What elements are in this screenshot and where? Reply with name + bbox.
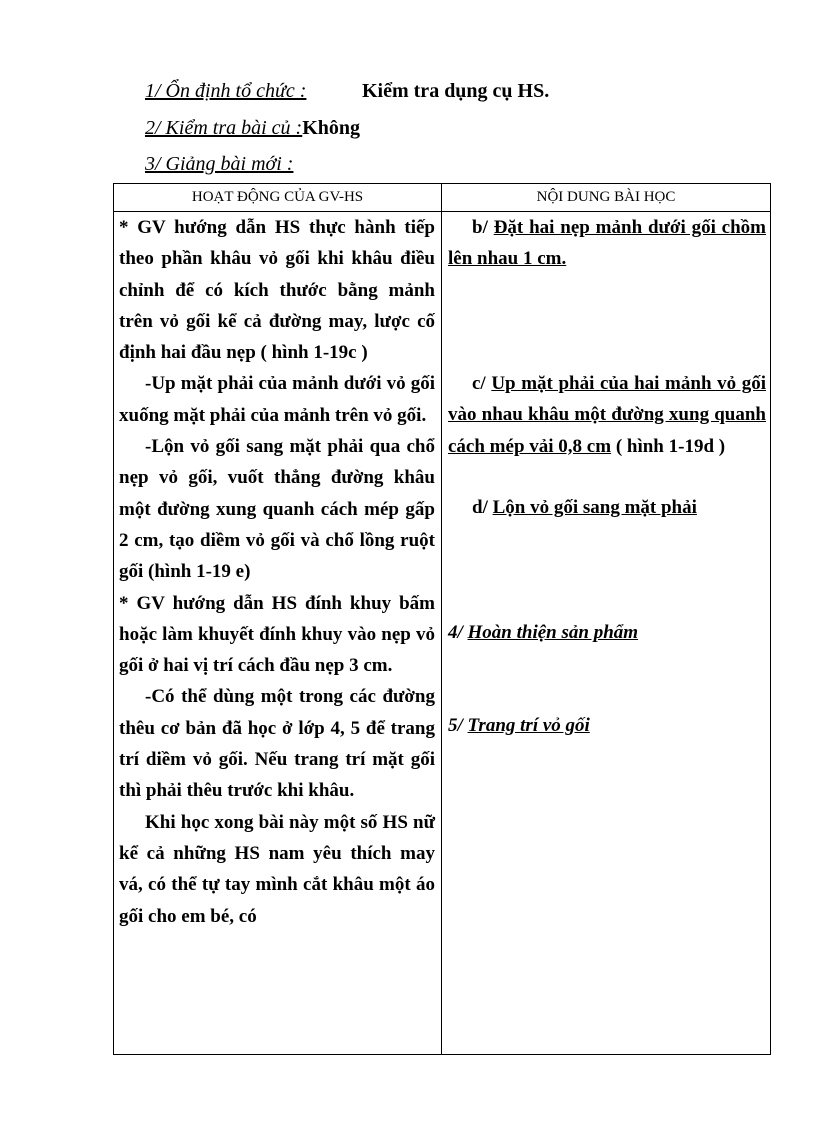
activity-paragraph: -Lộn vỏ gối sang mặt phải qua chổ nẹp vỏ gối, vuốt thẳng đường khâu một đường xung quanh cách mép gấp 2 cm, tạo diềm vỏ gối và chổ lồng ruột gối (hình 1-19 e) xyxy=(119,436,435,583)
activity-paragraph: * GV hướng dẫn HS thực hành tiếp theo phần khâu vỏ gối khi khâu điều chỉnh để có kích thước bằng mảnh trên vỏ gối kể cả đường may, lược cố định hai đầu nẹp ( hình 1-19c ) xyxy=(119,217,435,364)
content-item-d xyxy=(448,492,766,523)
activities-cell xyxy=(114,212,442,1055)
item-c-prefix: c/ xyxy=(472,373,486,394)
item-c-suffix: ( hình 1-19d ) xyxy=(615,435,726,457)
section-3-heading xyxy=(145,153,293,176)
section-4-text: Hoàn thiện sản phẩm xyxy=(467,622,639,643)
lesson-table xyxy=(113,183,771,1055)
section-2-label: 2/ Kiểm tra bài củ : xyxy=(145,117,303,139)
section-2-heading xyxy=(145,117,360,140)
content-cell xyxy=(442,212,771,1055)
content-section-4 xyxy=(448,617,766,648)
item-d-text: Lộn vỏ gối sang mặt phải xyxy=(492,497,697,518)
section-5-text: Trang trí vỏ gối xyxy=(467,715,590,736)
section-1-text: Kiểm tra dụng cụ HS. xyxy=(362,80,550,102)
activity-paragraph: -Có thể dùng một trong các đường thêu cơ bản đã học ở lớp 4, 5 để trang trí diềm vỏ gối. Nếu trang trí mặt gối thì phải thêu trước khi khâu. xyxy=(119,686,435,802)
activity-paragraph: -Up mặt phải của mảnh dưới vỏ gối xuống mặt phải của mảnh trên vỏ gối. xyxy=(119,373,435,426)
item-c-text: Up mặt phải của hai mảnh vỏ gối vào nhau khâu một đường xung quanh cách mép vải 0,8 cm xyxy=(448,373,766,457)
activity-paragraph: * GV hướng dẫn HS đính khuy bấm hoặc làm khuyết đính khuy vào nẹp vỏ gối ở hai vị trí cách đầu nẹp 3 cm. xyxy=(119,592,435,677)
table-body-row xyxy=(114,212,771,1055)
item-b-prefix: b/ xyxy=(472,217,488,238)
table-header-row xyxy=(114,184,771,212)
item-d-prefix: d/ xyxy=(472,497,488,518)
item-b-text: Đặt hai nẹp mảnh dưới gối chồm lên nhau 1 cm. xyxy=(448,217,767,270)
section-3-label: 3/ Giảng bài mới : xyxy=(145,153,294,175)
section-5-prefix: 5/ xyxy=(448,715,463,736)
content-item-b xyxy=(448,212,766,275)
col-header-activities: HOẠT ĐỘNG CỦA GV-HS xyxy=(114,184,442,212)
content-item-c xyxy=(448,368,766,462)
col-header-content: NỘI DUNG BÀI HỌC xyxy=(442,184,771,212)
section-4-prefix: 4/ xyxy=(448,622,463,643)
section-2-text: Không xyxy=(302,117,361,139)
content-section-5 xyxy=(448,710,766,741)
section-1-label: 1/ Ổn định tổ chức : xyxy=(145,80,307,102)
activity-paragraph: Khi học xong bài này một số HS nữ kể cả những HS nam yêu thích may vá, có thể tự tay mình cắt khâu một áo gối cho em bé, có xyxy=(119,811,435,927)
section-1-heading xyxy=(145,80,550,103)
